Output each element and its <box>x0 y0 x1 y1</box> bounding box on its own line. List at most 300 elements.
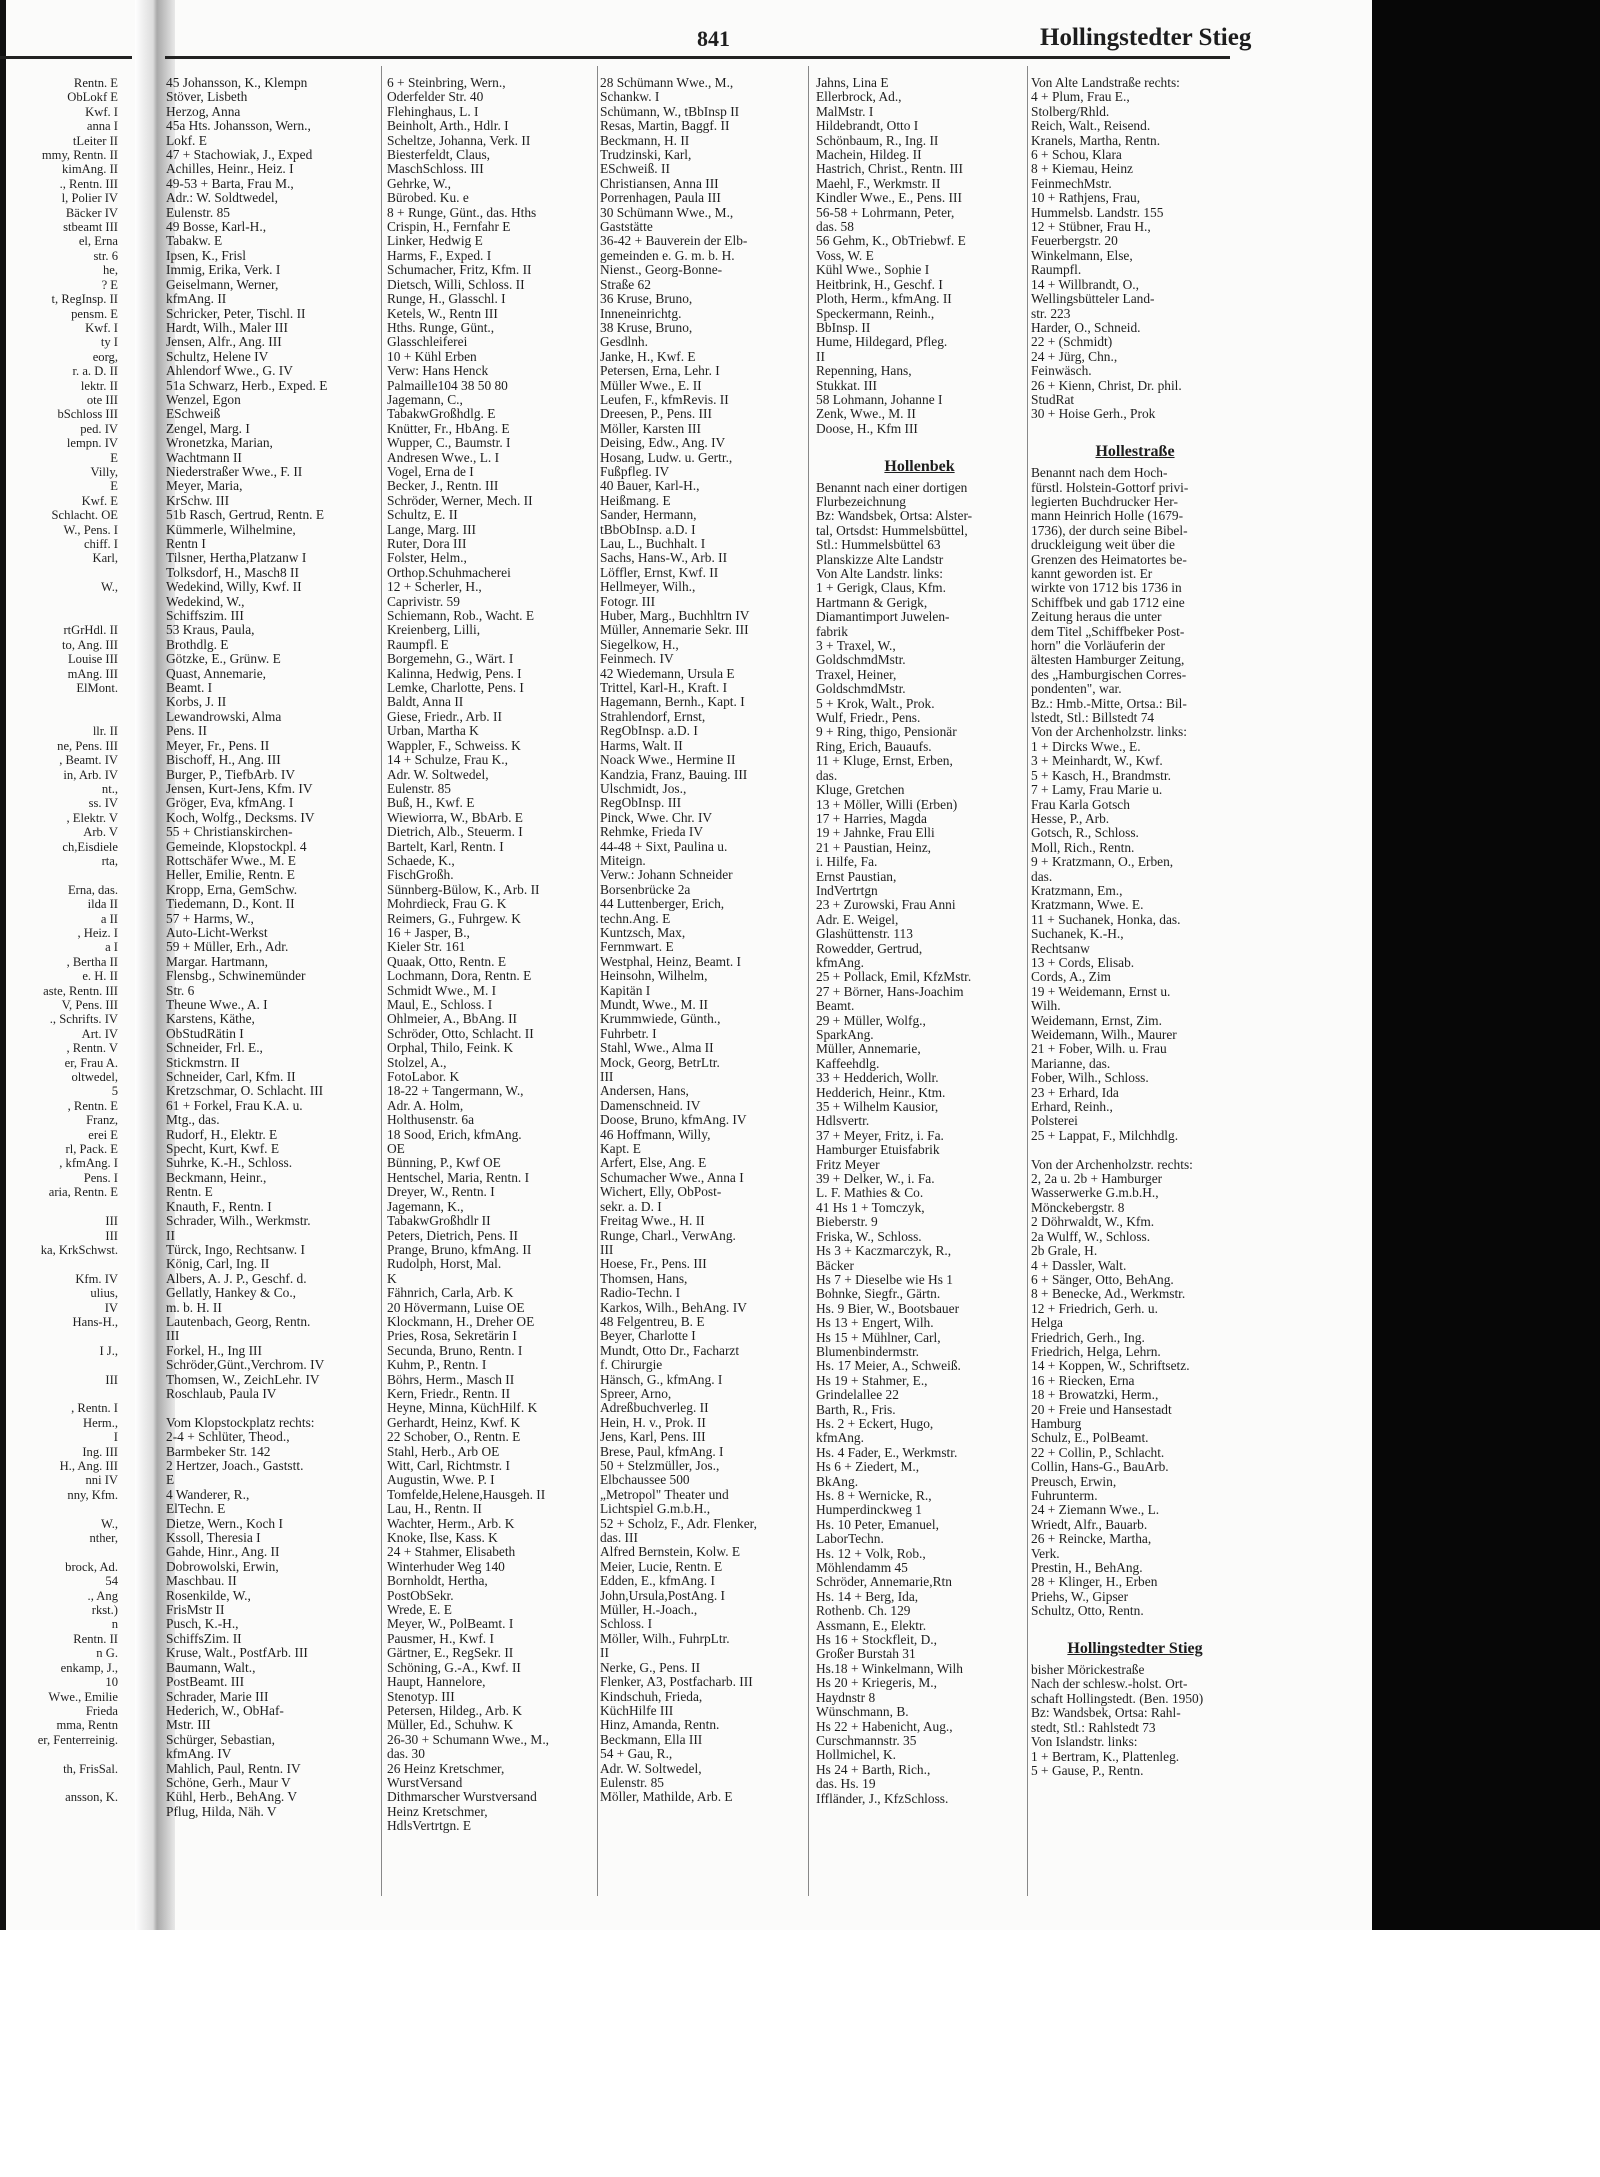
directory-line: bisher Mörickestraße <box>1031 1663 1145 1678</box>
directory-line: Schneider, Frl. E., <box>166 1041 263 1056</box>
directory-line: 2-4 + Schlüter, Theod., <box>166 1430 290 1445</box>
directory-line: Ruter, Dora III <box>387 537 467 551</box>
directory-line: Crispin, H., Fernfahr E <box>387 220 511 235</box>
directory-line: RegObInsp. a.D. I <box>600 724 698 739</box>
directory-line: Adr.: W. Soldtwedel, <box>166 191 278 206</box>
directory-line: Kapitän I <box>600 983 651 998</box>
directory-line: Fähnrich, Carla, Arb. K <box>387 1286 514 1301</box>
directory-line: Augustin, Wwe. P. I <box>387 1473 495 1488</box>
directory-line: Pusch, K.-H., <box>166 1617 239 1632</box>
directory-line: 3 + Traxel, W., <box>816 639 896 654</box>
directory-line: 51a Schwarz, Herb., Exped. E <box>166 378 328 393</box>
directory-line: t, RegInsp. II <box>51 292 118 307</box>
directory-line: Beinholt, Arth., Hdlr. I <box>387 119 509 134</box>
directory-line: GoldschmdMstr. <box>816 653 906 668</box>
directory-line: Hellmeyer, Wilh., <box>600 580 696 595</box>
directory-line: kfmAng. <box>816 1431 864 1446</box>
directory-line <box>0 1545 118 1559</box>
directory-line: Moll, Rich., Rentn. <box>1031 840 1135 855</box>
directory-line: Schaede, K., <box>387 853 455 868</box>
directory-line: Kalinna, Hedwig, Pens. I <box>387 666 522 681</box>
directory-line: Orphal, Thilo, Feink. K <box>387 1041 514 1056</box>
directory-line: Winkelmann, Else, <box>1031 248 1133 263</box>
directory-line: ElMont. <box>76 681 118 696</box>
directory-line: Eulenstr. 85 <box>166 205 230 220</box>
directory-line: Schönbaum, R., Ing. II <box>816 133 939 148</box>
directory-line: pensm. E <box>71 306 118 321</box>
directory-line: Friedrich, Gerh., Ing. <box>1031 1330 1145 1345</box>
directory-line: KrSchw. III <box>166 493 230 508</box>
directory-line: MalMstr. I <box>816 104 874 119</box>
directory-line: Hollmichel, K. <box>816 1748 896 1763</box>
directory-line: Bäcker <box>816 1258 854 1273</box>
directory-line: horn" die Vorläuferin der <box>1031 639 1166 654</box>
directory-line: Sachs, Hans-W., Arb. II <box>600 551 728 566</box>
directory-line: Haydnstr 8 <box>816 1690 876 1705</box>
directory-line: 9 + Ring, thigo, Pensionär <box>816 725 957 740</box>
directory-line: 10 <box>105 1675 118 1690</box>
page-number: 841 <box>697 26 730 51</box>
directory-line: 28 Schümann Wwe., M., <box>600 76 734 90</box>
directory-line: 24 + Stahmer, Elisabeth <box>387 1545 516 1560</box>
directory-line: Müller, Ed., Schuhw. K <box>387 1718 514 1733</box>
directory-line: Fuhrunterm. <box>1031 1489 1098 1503</box>
directory-line: Gaststätte <box>600 220 653 235</box>
directory-line: Petersen, Hildeg., Arb. K <box>387 1703 522 1718</box>
directory-line: Strahlendorf, Ernst, <box>600 709 706 724</box>
directory-line: Leufen, F., kfmRevis. II <box>600 392 729 407</box>
directory-line: II <box>816 349 825 364</box>
directory-line: Wedekind, Willy, Kwf. II <box>166 580 302 595</box>
directory-line: Gellatly, Hankey & Co., <box>166 1286 297 1301</box>
directory-line: V, Pens. III <box>61 998 118 1012</box>
directory-line: Stl.: Hummelsbüttel 63 <box>816 538 941 553</box>
directory-line: sekr. a. D. I <box>600 1199 662 1214</box>
directory-line: Kaffeehdlg. <box>816 1056 880 1071</box>
directory-line: Friedrich, Helga, Lehrn. <box>1031 1344 1161 1359</box>
directory-line: e. H. II <box>82 969 118 984</box>
directory-line: Becker, J., Rentn. III <box>387 479 499 494</box>
directory-line: m. b. H. II <box>166 1300 222 1315</box>
directory-line: n G. <box>96 1646 118 1661</box>
directory-line: Hs 20 + Kriegeris, M., <box>816 1676 937 1691</box>
directory-line: Kandzia, Franz, Bauing. III <box>600 767 748 782</box>
directory-line: Brothdlg. E <box>166 637 229 652</box>
directory-line: 11 + Kluge, Ernst, Erben, <box>816 754 953 769</box>
directory-line: MaschSchloss. III <box>387 162 484 177</box>
directory-line: Priehs, W., Gipser <box>1031 1589 1129 1604</box>
directory-line: Herm., <box>83 1415 118 1430</box>
directory-line: Knütter, Fr., HbAng. E <box>387 421 510 436</box>
directory-line: Scheltze, Johanna, Verk. II <box>387 133 531 148</box>
directory-line: Borsenbrücke 2a <box>600 882 691 897</box>
directory-line: Bohnke, Siegfr., Gärtn. <box>816 1287 941 1302</box>
directory-line: Hein, H. v., Prok. II <box>600 1415 706 1430</box>
directory-line: Harms, F., Exped. I <box>387 248 492 263</box>
directory-line: Von der Archenholzstr. rechts: <box>1031 1157 1193 1172</box>
directory-line: Friska, W., Schloss. <box>816 1229 922 1244</box>
directory-line: Janke, H., Kwf. E <box>600 349 696 364</box>
directory-line: Lange, Marg. III <box>387 522 476 537</box>
directory-line: Bischoff, H., Ang. III <box>166 753 281 768</box>
directory-line: 24 + Ziemann Wwe., L. <box>1031 1503 1160 1518</box>
directory-line: Helga <box>1031 1316 1063 1331</box>
directory-line: 61 + Forkel, Frau K.A. u. <box>166 1098 303 1113</box>
directory-line: Baumann, Walt., <box>166 1660 256 1675</box>
directory-line: Mohrdieck, Frau G. K <box>387 897 507 912</box>
directory-line: , Elektr. V <box>66 810 118 825</box>
directory-line: Müller, Annemarie, <box>816 1042 921 1057</box>
directory-line: Gerhardt, Heinz, Kwf. K <box>387 1415 521 1430</box>
directory-line: LaborTechn. <box>816 1532 884 1547</box>
directory-line: Suhrke, K.-H., Schloss. <box>166 1156 293 1171</box>
directory-line: ? E <box>101 277 118 292</box>
directory-line: ObLokf E <box>67 90 118 105</box>
directory-line: Feinwäsch. <box>1031 364 1092 379</box>
directory-line: Wupper, C., Baumstr. I <box>387 436 511 451</box>
directory-line: Hoese, Fr., Pens. III <box>600 1257 707 1272</box>
directory-line: Schultz, Helene IV <box>166 349 269 364</box>
directory-line: 18-22 + Tangermann, W., <box>387 1084 524 1099</box>
directory-line: 54 + Gau, R., <box>600 1747 673 1762</box>
directory-line: 27 + Börner, Hans-Joachim <box>816 984 964 999</box>
directory-line: 8 + Benecke, Ad., Werkmstr. <box>1031 1287 1186 1302</box>
directory-line: 40 Bauer, Karl-H., <box>600 479 700 494</box>
directory-line: Hentschel, Maria, Rentn. I <box>387 1170 530 1185</box>
directory-line: Schröder,Günt.,Verchrom. IV <box>166 1358 325 1373</box>
directory-line: Hamburg <box>1031 1416 1082 1431</box>
directory-line: Meyer, Fr., Pens. II <box>166 738 270 753</box>
directory-line: Sander, Hermann, <box>600 508 697 523</box>
directory-line: Schürger, Sebastian, <box>166 1732 275 1747</box>
directory-line: IV <box>104 1300 118 1315</box>
directory-line: , Rentn. I <box>71 1401 118 1416</box>
directory-line: Ohlmeier, A., BbAng. II <box>387 1012 518 1027</box>
directory-line: FeinmechMstr. <box>1031 176 1112 191</box>
directory-line: Dreyer, W., Rentn. I <box>387 1185 495 1200</box>
directory-line: Gotsch, R., Schloss. <box>1031 826 1139 841</box>
directory-line: Caprivistr. 59 <box>387 594 460 609</box>
directory-line: 21 + Paustian, Heinz, <box>816 840 932 855</box>
directory-line: Speckermann, Reinh., <box>816 306 935 321</box>
directory-line: aste, Rentn. III <box>43 983 118 998</box>
directory-line: ka, KrkSchwst. <box>40 1242 118 1257</box>
directory-line: Schankw. I <box>600 90 660 105</box>
directory-line: Bieberstr. 9 <box>816 1215 878 1230</box>
directory-line: Doose, H., Kfm III <box>816 421 918 436</box>
directory-line: Kreienberg, Lilli, <box>387 623 481 638</box>
directory-line: Pflug, Hilda, Näh. V <box>166 1804 277 1819</box>
directory-line <box>0 1502 118 1516</box>
directory-line: Hths. Runge, Günt., <box>387 320 495 335</box>
directory-line: 59 + Müller, Erh., Adr. <box>166 940 289 955</box>
directory-line: Rowedder, Gertrud, <box>816 941 923 956</box>
directory-line: 4 Wanderer, R., <box>166 1487 250 1502</box>
directory-line: II <box>600 1646 609 1661</box>
directory-line: 5 + Gause, P., Rentn. <box>1031 1763 1144 1778</box>
running-head: Hollingstedter Stieg <box>1040 24 1252 51</box>
directory-line: Kwf. I <box>85 320 118 335</box>
directory-line: 8 + Runge, Günt., das. Hths <box>387 205 537 220</box>
directory-column-3 <box>600 76 806 1918</box>
directory-line: 1 + Gerigk, Claus, Kfm. <box>816 581 946 596</box>
directory-line: Türck, Ingo, Rechtsanw. I <box>166 1242 305 1257</box>
directory-line: Ipsen, K., Frisl <box>166 248 246 263</box>
directory-line: Prestin, H., BehAng. <box>1031 1561 1143 1576</box>
directory-line: Villy, <box>90 464 118 479</box>
directory-line: Rottschäfer Wwe., M. E <box>166 853 296 868</box>
directory-line: 1 + Dircks Wwe., E. <box>1031 739 1141 754</box>
directory-line: Nach der schlesw.-holst. Ort- <box>1031 1677 1188 1692</box>
directory-line: 51b Rasch, Gertrud, Rentn. E <box>166 508 325 523</box>
directory-line: Ring, Erich, Bauaufs. <box>816 739 932 754</box>
directory-column-4 <box>816 76 1023 1918</box>
directory-line: Ing. III <box>82 1444 118 1459</box>
directory-line: 12 + Friedrich, Gerh. u. <box>1031 1301 1158 1316</box>
directory-line: Brese, Paul, kfmAng. I <box>600 1444 724 1459</box>
directory-line: Theune Wwe., A. I <box>166 998 268 1012</box>
directory-line: Karl, <box>92 551 118 566</box>
directory-line: 38 Kruse, Bruno, <box>600 320 693 335</box>
directory-line: Grindelallee 22 <box>816 1388 899 1403</box>
directory-line: oltwedel, <box>71 1070 118 1085</box>
directory-line: Rosenkilde, W., <box>166 1588 251 1603</box>
directory-line <box>1031 1143 1239 1157</box>
directory-line: Kratzmann, Em., <box>1031 883 1123 898</box>
directory-line: Gemeinde, Klopstockpl. 4 <box>166 839 307 854</box>
directory-line: Beyer, Charlotte I <box>600 1329 696 1344</box>
directory-line: Hummelsb. Landstr. 155 <box>1031 205 1164 220</box>
directory-line: Harder, O., Schneid. <box>1031 320 1141 335</box>
directory-line: Rothenb. Ch. 129 <box>816 1604 911 1619</box>
directory-line: Müller, H.-Joach., <box>600 1603 698 1618</box>
directory-line: Spreer, Arno, <box>600 1386 672 1401</box>
directory-line: Hosang, Ludw. u. Gertr., <box>600 450 733 465</box>
directory-line: Adr. W. Soltwedel, <box>600 1761 702 1776</box>
directory-line: Albers, A. J. P., Geschf. d. <box>166 1271 307 1286</box>
directory-line: Margar. Hartmann, <box>166 954 269 969</box>
directory-line: Bünning, P., Kwf OE <box>387 1156 501 1171</box>
directory-line: 5 + Kasch, H., Brandmstr. <box>1031 768 1171 783</box>
directory-line: chiff. I <box>83 537 118 551</box>
directory-line: Arfert, Else, Ang. E <box>600 1156 707 1171</box>
directory-line: Rechtsanw <box>1031 941 1090 956</box>
directory-line: Wriedt, Alfr., Bauarb. <box>1031 1517 1148 1532</box>
directory-line: 6 + Sänger, Otto, BehAng. <box>1031 1272 1174 1287</box>
directory-line: Hs. 17 Meier, A., Schweiß. <box>816 1359 961 1374</box>
directory-line: Möller, Karsten III <box>600 421 701 436</box>
directory-line: Kapt. E <box>600 1142 641 1157</box>
directory-line: Barmbeker Str. 142 <box>166 1444 271 1459</box>
directory-line: PostObSekr. <box>387 1588 454 1603</box>
directory-line: Holthusenstr. 6a <box>387 1113 475 1128</box>
directory-line: Tiedemann, D., Kont. II <box>166 897 295 912</box>
directory-line: Sünnberg-Bülow, K., Arb. II <box>387 882 540 897</box>
directory-line: Porrenhagen, Paula III <box>600 191 721 206</box>
directory-line: 20 + Freie und Hansestadt <box>1031 1402 1172 1417</box>
directory-line: el, Erna <box>78 234 118 249</box>
directory-line: Str. 6 <box>166 983 195 998</box>
directory-line: Flehinghaus, L. I <box>387 104 479 119</box>
directory-line: Erhard, Reinh., <box>1031 1100 1113 1115</box>
directory-line: Hagemann, Bernh., Kapt. I <box>600 695 745 710</box>
directory-line: ty I <box>100 335 118 350</box>
directory-line: 56 Gehm, K., ObTriebwf. E <box>816 234 966 249</box>
directory-line: Straße 62 <box>600 277 651 292</box>
directory-line: Trittel, Karl-H., Kraft. I <box>600 681 728 696</box>
directory-line: nny, Kfm. <box>67 1487 118 1502</box>
directory-line: 24 + Jürg, Chn., <box>1031 349 1118 364</box>
directory-line: Runge, H., Glasschl. I <box>387 292 506 307</box>
directory-line: BbInsp. II <box>816 320 871 335</box>
directory-line: Heißmang. E <box>600 493 671 508</box>
directory-line: Schneider, Carl, Kfm. II <box>166 1070 296 1085</box>
directory-line: Lewandrowski, Alma <box>166 709 282 724</box>
directory-line: Stahl, Herb., Arb OE <box>387 1444 500 1459</box>
column-divider <box>381 66 382 1896</box>
directory-line: 2b Grale, H. <box>1031 1244 1098 1259</box>
directory-line: SchiffsZim. II <box>166 1631 242 1646</box>
street-heading: Hollenbek <box>884 457 955 475</box>
directory-line: Burger, P., TiefbArb. IV <box>166 767 296 782</box>
directory-line: Traxel, Heiner, <box>816 667 897 682</box>
directory-line: Verw.: Johann Schneider <box>600 868 733 883</box>
directory-line: kfmAng. II <box>166 292 227 307</box>
directory-line: lempn. IV <box>66 436 118 451</box>
directory-line: Auto-Licht-Werkst <box>166 925 268 940</box>
directory-line: Weidemann, Wilh., Maurer <box>1031 1028 1177 1042</box>
directory-line: 6 + Steinbring, Wern., <box>387 76 506 90</box>
directory-line: Andresen Wwe., L. I <box>387 450 500 465</box>
directory-line <box>0 695 118 709</box>
directory-line: Preusch, Erwin, <box>1031 1474 1117 1489</box>
directory-line: 49 Bosse, Karl-H., <box>166 220 267 235</box>
column-divider <box>808 66 809 1896</box>
directory-line: techn.Ang. E <box>600 911 671 926</box>
directory-line <box>0 595 118 609</box>
directory-line: Biesterfeldt, Claus, <box>387 148 491 163</box>
directory-line: das. <box>816 768 838 783</box>
directory-line: Meyer, Maria, <box>166 479 243 494</box>
directory-line: E <box>110 450 118 465</box>
directory-line: Niederstraßer Wwe., F. II <box>166 464 303 479</box>
directory-line: Quast, Annemarie, <box>166 666 267 681</box>
directory-line: Hesse, P., Arb. <box>1031 811 1110 826</box>
directory-line: 29 + Müller, Wolfg., <box>816 1013 926 1028</box>
directory-line: ne, Pens. III <box>57 738 118 753</box>
directory-line: Jagemann, C., <box>387 392 463 407</box>
directory-line: Rentn. II <box>73 1631 118 1646</box>
directory-line: Kranels, Martha, Rentn. <box>1031 133 1161 148</box>
directory-line: Pinck, Wwe. Chr. IV <box>600 810 713 825</box>
directory-line: 36-42 + Bauverein der Elb- <box>600 234 748 249</box>
directory-line: Benannt nach einer dortigen <box>816 480 968 495</box>
directory-line: , Rentn. V <box>66 1041 118 1056</box>
directory-line: Geiselmann, Werner, <box>166 277 279 292</box>
directory-line: er, Fenterreinig. <box>37 1732 118 1747</box>
left-page-fragment-column <box>0 76 118 1918</box>
directory-line: 26-30 + Schumann Wwe., M., <box>387 1732 550 1747</box>
directory-line: Dithmarscher Wurstversand <box>387 1790 537 1805</box>
directory-line: Noack Wwe., Hermine II <box>600 753 736 768</box>
directory-line: ObStudRätin I <box>166 1026 244 1041</box>
directory-line: Jensen, Kurt-Jens, Kfm. IV <box>166 781 313 796</box>
directory-line: W., Pens. I <box>63 522 118 537</box>
directory-line: Hs 16 + Stockfleit, D., <box>816 1633 937 1648</box>
directory-line: E <box>166 1473 175 1488</box>
directory-line: Schrader, Wilh., Werkmstr. <box>166 1214 311 1229</box>
directory-line: Wasserwerke G.m.b.H., <box>1031 1186 1159 1201</box>
directory-line: 36 Kruse, Bruno, <box>600 292 693 307</box>
directory-line: , Heiz. I <box>77 925 118 940</box>
directory-line: Hastrich, Christ., Rentn. III <box>816 162 963 177</box>
directory-line <box>816 436 1023 450</box>
directory-line: Schröder, Werner, Mech. II <box>387 493 533 508</box>
directory-line: Specht, Kurt, Kwf. E <box>166 1142 280 1157</box>
directory-line: 53 Kraus, Paula, <box>166 623 255 638</box>
directory-line: Alfred Bernstein, Kolw. E <box>600 1545 741 1560</box>
directory-line: 14 + Schulze, Frau K., <box>387 753 508 768</box>
directory-line: Hamburger Etuisfabrik <box>816 1143 940 1158</box>
directory-line: Beckmann, Ella III <box>600 1732 703 1747</box>
directory-line: TabakwGroßhdlr II <box>387 1214 491 1229</box>
directory-line: Forkel, H., Ing III <box>166 1343 262 1358</box>
directory-line: 22 Schober, O., Rentn. E <box>387 1430 521 1445</box>
directory-line: 8 + Kiemau, Heinz <box>1031 162 1133 177</box>
directory-line: 2a Wulff, W., Schloss. <box>1031 1229 1151 1244</box>
directory-line: Schumacher Wwe., Anna I <box>600 1170 744 1185</box>
directory-line: Schiffbek und gab 1712 eine <box>1031 595 1185 610</box>
directory-line: Hardt, Wilh., Maler III <box>166 320 288 335</box>
directory-line: Korbs, J. II <box>166 695 227 710</box>
directory-line: schaft Hollingstedt. (Ben. 1950) <box>1031 1691 1204 1706</box>
directory-line: druckleigung weit über die <box>1031 538 1175 553</box>
directory-line: lektr. II <box>80 378 118 393</box>
directory-line: Flurbezeichnung <box>816 494 906 509</box>
directory-line: Koch, Wolfg., Decksms. IV <box>166 810 315 825</box>
directory-line: Knoke, Ilse, Kass. K <box>387 1531 498 1546</box>
directory-line: Jagemann, K., <box>387 1199 464 1214</box>
directory-line: brock, Ad. <box>65 1559 118 1574</box>
directory-line: das. 30 <box>387 1747 425 1762</box>
directory-line: Beckmann, H. II <box>600 133 690 148</box>
directory-line: Kieler Str. 161 <box>387 940 466 955</box>
directory-line: bSchloss III <box>57 407 118 422</box>
directory-line: W., <box>100 580 118 595</box>
directory-line: 11 + Suchanek, Honka, das. <box>1031 912 1181 927</box>
directory-line: Gröger, Eva, kfmAng. I <box>166 796 294 811</box>
directory-line: Doose, Bruno, kfmAng. IV <box>600 1113 747 1128</box>
directory-line: Beckmann, Heinr., <box>166 1170 267 1185</box>
directory-line: ch,Eisdiele <box>62 839 118 854</box>
directory-line: Mock, Georg, BetrLtr. <box>600 1055 720 1070</box>
directory-line: 23 + Zurowski, Frau Anni <box>816 898 956 913</box>
directory-line: 23 + Erhard, Ida <box>1031 1085 1119 1100</box>
directory-line: Zengel, Marg. I <box>166 421 250 436</box>
directory-line: Runge, Charl., VerwAng. <box>600 1228 736 1243</box>
directory-line: FrisMstr II <box>166 1603 225 1618</box>
directory-line: III <box>105 1372 118 1387</box>
directory-line: Ketels, W., Rentn III <box>387 306 498 321</box>
directory-line: Kssoll, Theresia I <box>166 1531 261 1546</box>
directory-line: Götzke, E., Grünw. E <box>166 652 281 667</box>
directory-line: Grenzen des Heimatortes be- <box>1031 552 1187 567</box>
directory-line: Hs. 9 Bier, W., Bootsbauer <box>816 1301 960 1316</box>
directory-line: 4 + Plum, Frau E., <box>1031 90 1130 105</box>
directory-line: 25 + Pollack, Emil, KfzMstr. <box>816 970 972 985</box>
directory-line: mmy, Rentn. II <box>41 148 118 163</box>
directory-line: III <box>105 1228 118 1243</box>
